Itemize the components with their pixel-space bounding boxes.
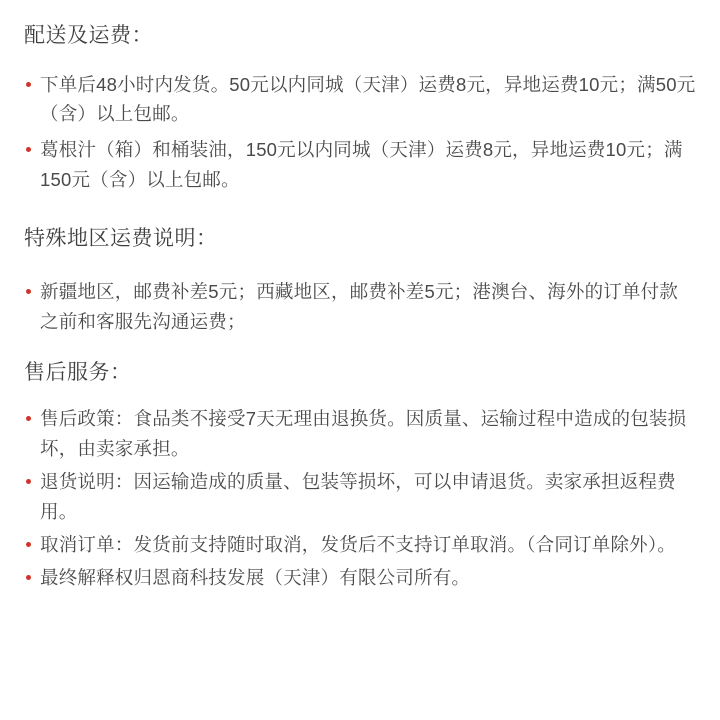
list-item-text: 退货说明：因运输造成的质量、包装等损坏，可以申请退货。卖家承担返程费用。 (40, 471, 676, 523)
list-item-text: 售后政策：食品类不接受7天无理由退换货。因质量、运输过程中造成的包装损坏，由卖家承担。 (40, 408, 687, 460)
list-item-text: 最终解释权归恩商科技发展（天津）有限公司所有。 (40, 567, 471, 589)
after-sales-bullet-list (14, 404, 696, 593)
bullet-dot-icon (26, 82, 31, 87)
list-item-text: 葛根汁（箱）和桶装油，150元以内同城（天津）运费8元，异地运费10元；满150元（含）以上包邮。 (40, 139, 683, 191)
list-item-text: 新疆地区，邮费补差5元；西藏地区，邮费补差5元；港澳台、海外的订单付款之前和客服先沟通运费； (40, 280, 679, 332)
list-item (14, 404, 696, 464)
list-item (14, 277, 696, 337)
list-item (14, 467, 696, 527)
list-item-text: 取消订单：发货前支持随时取消，发货后不支持订单取消。（合同订单除外）。 (40, 534, 677, 556)
section-title-special-area: 特殊地区运费说明： (24, 227, 218, 251)
section-title-shipping: 配送及运费： (24, 24, 153, 47)
bullet-dot-icon (26, 542, 31, 547)
list-item (14, 135, 696, 195)
section-after-sales-service (14, 343, 696, 593)
bullet-dot-icon (26, 147, 31, 152)
shipping-bullet-list (14, 70, 696, 196)
list-item (14, 70, 696, 130)
bullet-dot-icon (26, 289, 31, 294)
list-item (14, 530, 696, 560)
bullet-dot-icon (26, 479, 31, 484)
section-shipping (14, 14, 696, 195)
section-special-area-shipping (14, 201, 696, 336)
section-title-after-sales: 售后服务： (24, 360, 132, 384)
bullet-dot-icon (26, 416, 31, 421)
special-area-bullet-list (14, 277, 696, 337)
list-item (14, 563, 696, 593)
list-item-text: 下单后48小时内发货。50元以内同城（天津）运费8元，异地运费10元；满50元（含）以上包邮。 (40, 73, 696, 125)
bullet-dot-icon (26, 575, 31, 580)
